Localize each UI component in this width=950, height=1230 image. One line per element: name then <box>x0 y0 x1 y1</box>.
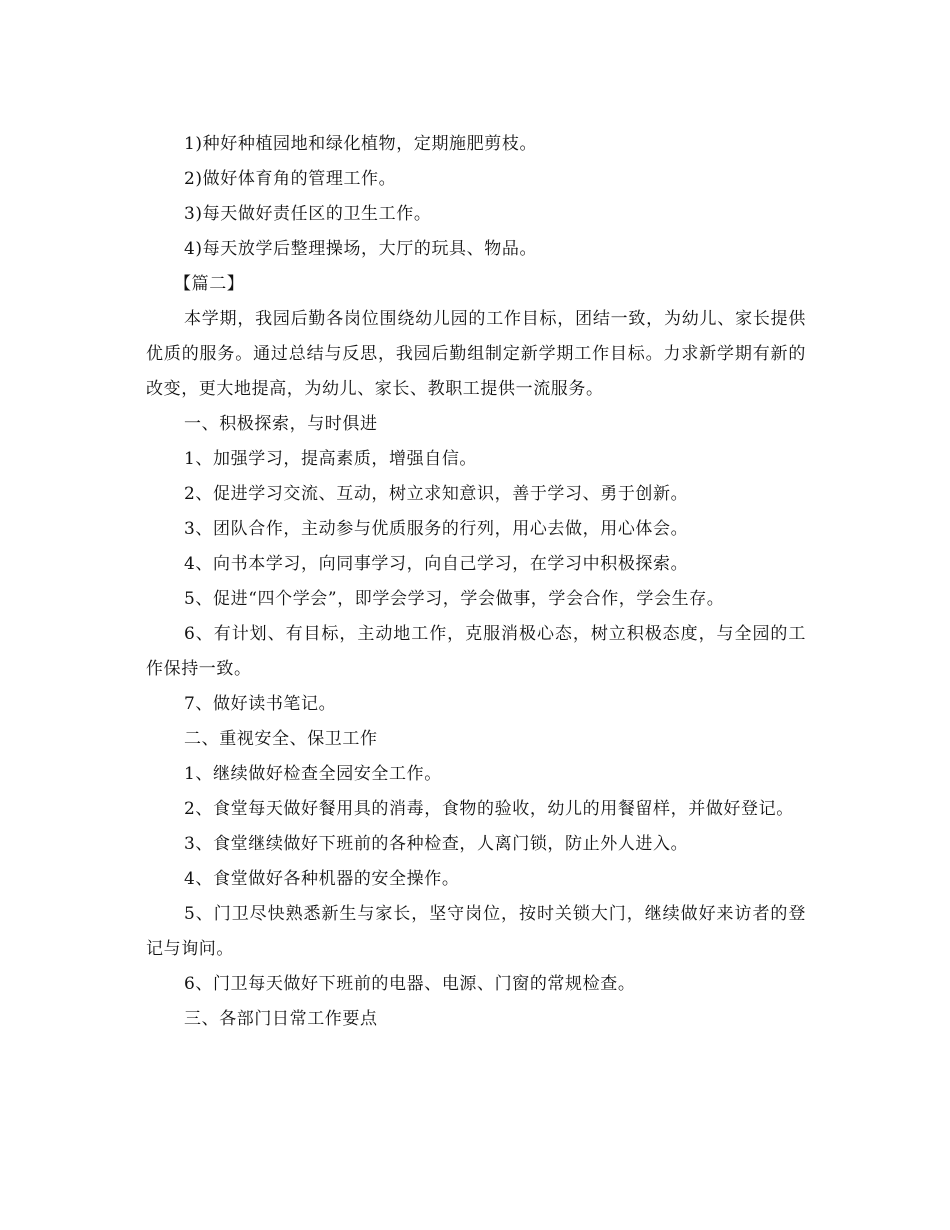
list-item-2-5: 5、门卫尽快熟悉新生与家长，坚守岗位，按时关锁大门，继续做好来访者的登记与询问。 <box>146 904 806 959</box>
paragraph-4: 4)每天放学后整理操场，大厅的玩具、物品。 <box>184 239 538 259</box>
list-item-2-4: 4、食堂做好各种机器的安全操作。 <box>184 869 460 889</box>
section-heading-part-two: 【篇二】 <box>174 274 245 294</box>
paragraph-3: 3)每天做好责任区的卫生工作。 <box>184 204 432 224</box>
list-item-1-2: 2、促进学习交流、互动，树立求知意识，善于学习、勇于创新。 <box>184 484 689 504</box>
intro-paragraph: 本学期，我园后勤各岗位围绕幼儿园的工作目标，团结一致，为幼儿、家长提供优质的服务。通过总结与反思，我园后勤组制定新学期工作目标。力求新学期有新的改变，更大地提高，为幼儿、家长、教职工提供一流服务。 <box>146 309 806 399</box>
document-body <box>146 127 806 1037</box>
list-item-2-1: 1、继续做好检查全园安全工作。 <box>184 764 442 784</box>
list-item-1-1: 1、加强学习，提高素质，增强自信。 <box>184 449 478 469</box>
list-item-2-3: 3、食堂继续做好下班前的各种检查，人离门锁，防止外人进入。 <box>184 834 689 854</box>
section-heading-2: 二、重视安全、保卫工作 <box>184 729 378 749</box>
list-item-2-6: 6、门卫每天做好下班前的电器、电源、门窗的常规检查。 <box>184 974 636 994</box>
list-item-1-7: 7、做好读书笔记。 <box>184 694 337 714</box>
list-item-1-5: 5、促进“四个学会”，即学会学习，学会做事，学会合作，学会生存。 <box>184 589 725 609</box>
list-item-2-2: 2、食堂每天做好餐用具的消毒，食物的验收，幼儿的用餐留样，并做好登记。 <box>184 799 794 819</box>
paragraph-1: 1)种好种植园地和绿化植物，定期施肥剪枝。 <box>184 134 538 154</box>
list-item-1-3: 3、团队合作，主动参与优质服务的行列，用心去做，用心体会。 <box>184 519 689 539</box>
section-heading-3: 三、各部门日常工作要点 <box>184 1009 378 1029</box>
section-heading-1: 一、积极探索，与时俱进 <box>184 414 378 434</box>
paragraph-2: 2)做好体育角的管理工作。 <box>184 169 397 189</box>
list-item-1-4: 4、向书本学习，向同事学习，向自己学习，在学习中积极探索。 <box>184 554 689 574</box>
list-item-1-6: 6、有计划、有目标，主动地工作，克服消极心态，树立积极态度，与全园的工作保持一致。 <box>146 624 806 679</box>
